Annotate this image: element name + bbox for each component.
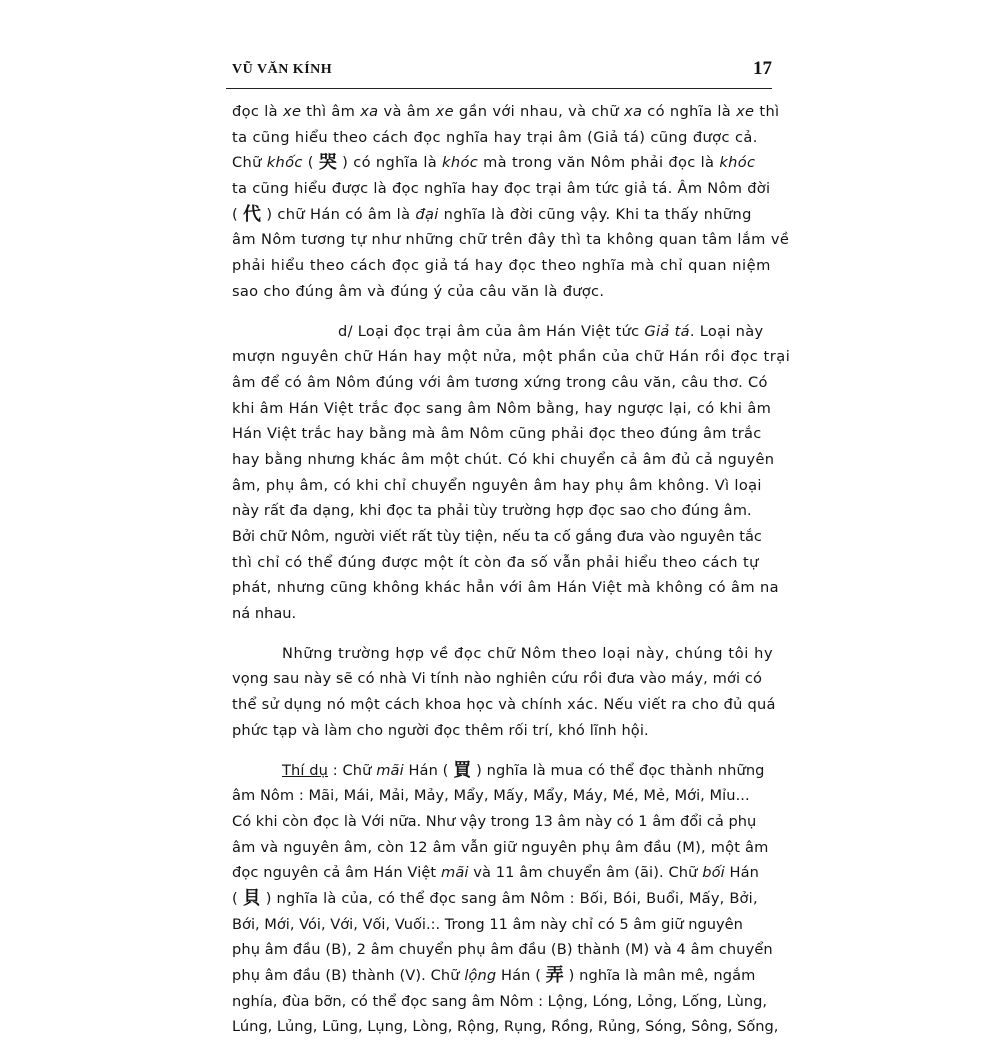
paragraph-4 [232,758,772,1040]
text-line: này rất đa dạng, khi đọc ta phải tùy trường hợp đọc sao cho đúng âm. [232,498,772,524]
text-line: âm Nôm tương tự như những chữ trên đây thì ta không quan tâm lắm về [232,227,772,253]
text-line: Những trường hợp về đọc chữ Nôm theo loại này, chúng tôi hy [232,641,772,667]
text-line: đọc là xe thì âm xa và âm xe gần với nhau, và chữ xa có nghĩa là xe thì [232,99,772,125]
header-rule [226,88,772,89]
text-line: sao cho đúng âm và đúng ý của câu văn là được. [232,279,772,305]
han-character-mai: 買 [453,762,471,780]
paragraph-2 [232,319,772,627]
han-character-boi: 貝 [243,890,261,908]
text-line: khi âm Hán Việt trắc đọc sang âm Nôm bằng, hay ngược lại, có khi âm [232,396,772,422]
text-line: Bới, Mới, Vói, Với, Vối, Vuối.:. Trong 11 âm này chỉ có 5 âm giữ nguyên [232,912,772,938]
text-line: thì chỉ có thể đúng được một ít còn đa số vẫn phải hiểu theo cách tự [232,550,772,576]
text-line: d/ Loại đọc trại âm của âm Hán Việt tức Giả tá. Loại này [232,319,772,345]
han-character-long: 弄 [546,967,564,985]
example-label: Thí dụ [282,762,328,779]
text-line: ta cũng hiểu theo cách đọc nghĩa hay trại âm (Giả tá) cũng được cả. [232,125,772,151]
paragraph-3 [232,641,772,744]
page-header [232,58,772,92]
page-body [232,99,772,1040]
page-number: 17 [753,58,772,80]
text-line: Thí dụ : Chữ mãi Hán ( 買 ) nghĩa là mua có thể đọc thành những [232,758,772,784]
text-line: Lúng, Lủng, Lũng, Lụng, Lòng, Rộng, Rụng, Rồng, Rủng, Sóng, Sông, Sống, [232,1014,772,1040]
text-line: Bởi chữ Nôm, người viết rất tùy tiện, nếu ta cố gắng đưa vào nguyên tắc [232,524,772,550]
text-line: ta cũng hiểu được là đọc nghĩa hay đọc trại âm tức giả tá. Âm Nôm đời [232,176,772,202]
text-line: đọc nguyên cả âm Hán Việt mãi và 11 âm chuyển âm (ãi). Chữ bối Hán [232,860,772,886]
text-line: thể sử dụng nó một cách khoa học và chính xác. Nếu viết ra cho đủ quá [232,692,772,718]
text-line: Chữ khốc ( 哭 ) có nghĩa là khóc mà trong văn Nôm phải đọc là khóc [232,150,772,176]
author-name: VŨ VĂN KÍNH [232,62,332,78]
text-line: nghía, đùa bỡn, có thể đọc sang âm Nôm : Lộng, Lóng, Lỏng, Lống, Lùng, [232,989,772,1015]
text-line: phụ âm đầu (B) thành (V). Chữ lộng Hán ( 弄 ) nghĩa là mân mê, ngắm [232,963,772,989]
text-line: ( 貝 ) nghĩa là của, có thể đọc sang âm Nôm : Bối, Bói, Buổi, Mấy, Bởi, [232,886,772,912]
han-character-khoc: 哭 [319,154,337,172]
text-line: Có khi còn đọc là Với nữa. Như vậy trong 13 âm này có 1 âm đổi cả phụ [232,809,772,835]
text-line: mượn nguyên chữ Hán hay một nửa, một phần của chữ Hán rồi đọc trại [232,344,772,370]
text-line: phụ âm đầu (B), 2 âm chuyển phụ âm đầu (B) thành (M) và 4 âm chuyển [232,937,772,963]
text-line: phức tạp và làm cho người đọc thêm rối trí, khó lĩnh hội. [232,718,772,744]
text-line: phát, nhưng cũng không khác hẳn với âm Hán Việt mà không có âm na [232,575,772,601]
text-line: vọng sau này sẽ có nhà Vi tính nào nghiên cứu rồi đưa vào máy, mới có [232,666,772,692]
text-line: hay bằng nhưng khác âm một chút. Có khi chuyển cả âm đủ cả nguyên [232,447,772,473]
text-line: âm để có âm Nôm đúng với âm tương xứng trong câu văn, câu thơ. Có [232,370,772,396]
text-line: âm và nguyên âm, còn 12 âm vẫn giữ nguyên phụ âm đầu (M), một âm [232,835,772,861]
text-line: Hán Việt trắc hay bằng mà âm Nôm cũng phải đọc theo đúng âm trắc [232,421,772,447]
text-line: âm, phụ âm, có khi chỉ chuyển nguyên âm hay phụ âm không. Vì loại [232,473,772,499]
text-line: âm Nôm : Mãi, Mái, Mải, Mảy, Mẩy, Mấy, Mẩy, Máy, Mé, Mẻ, Mới, Mỉu... [232,783,772,809]
paragraph-1 [232,99,772,305]
text-line: ( 代 ) chữ Hán có âm là đại nghĩa là đời cũng vậy. Khi ta thấy những [232,202,772,228]
han-character-dai: 代 [243,206,261,224]
text-line: ná nhau. [232,601,772,627]
text-line: phải hiểu theo cách đọc giả tá hay đọc theo nghĩa mà chỉ quan niệm [232,253,772,279]
